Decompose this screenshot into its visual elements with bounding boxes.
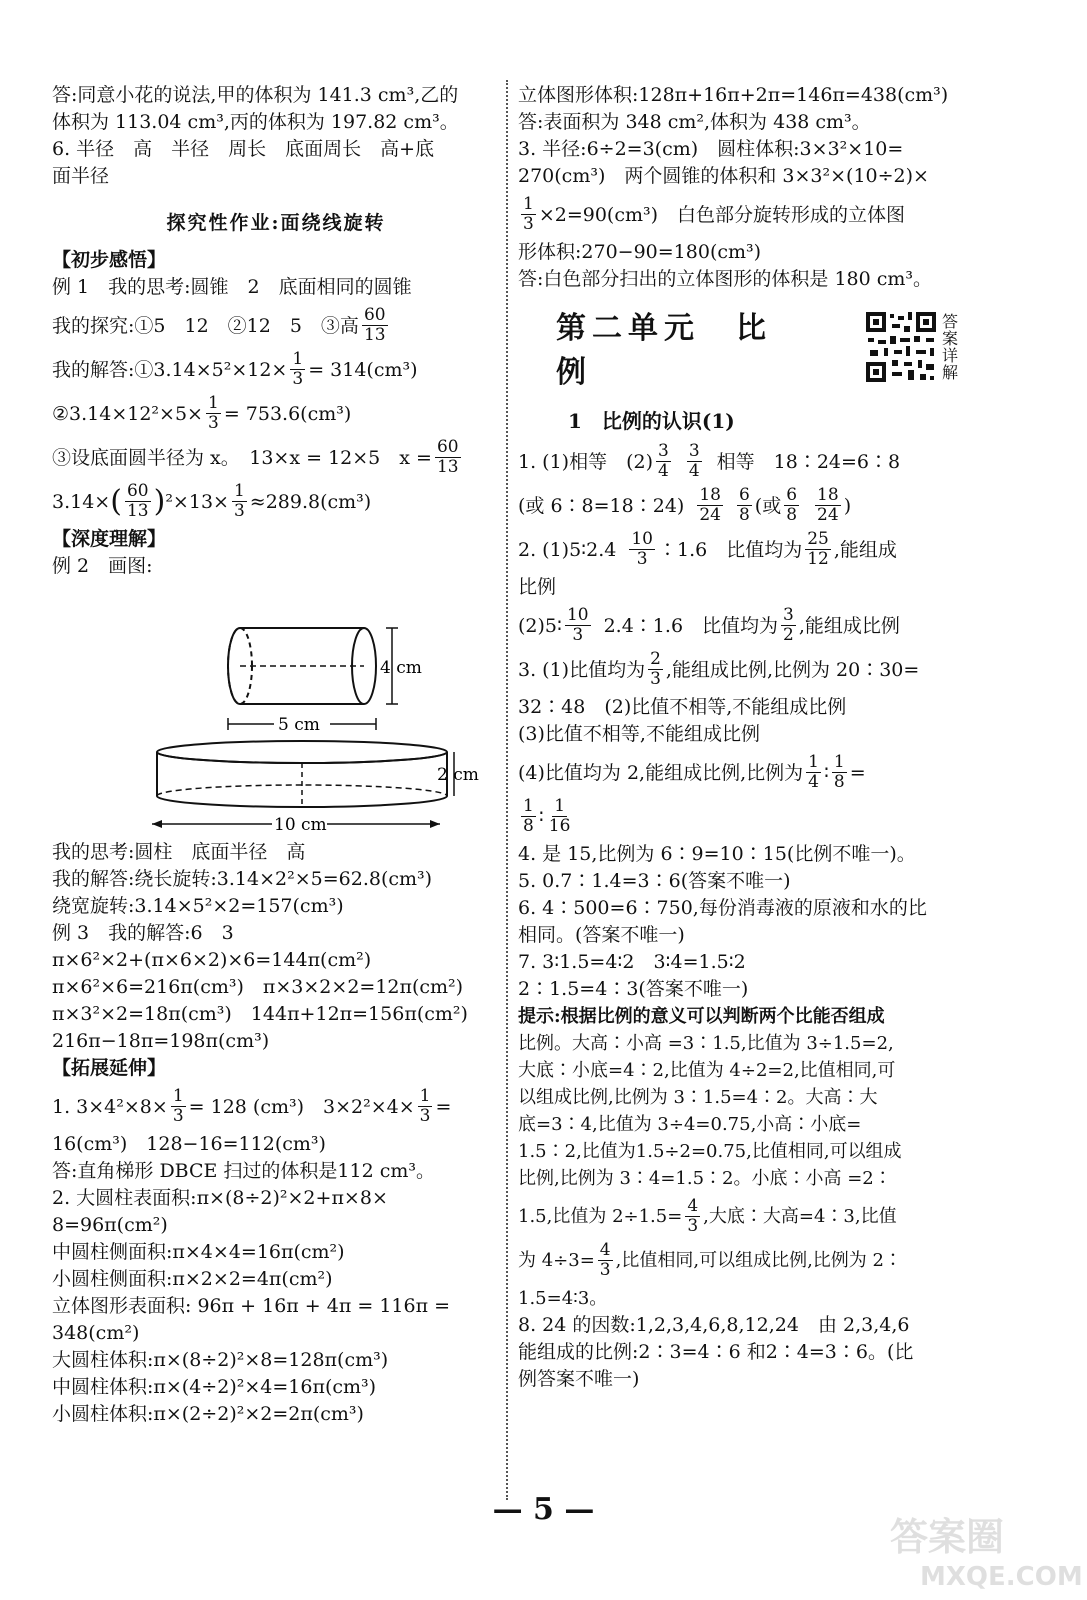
text-line: 体积为 113.04 cm³,丙的体积为 197.82 cm³。 xyxy=(52,111,459,133)
numerator: 18 xyxy=(699,485,721,505)
fraction xyxy=(521,797,536,836)
text-line: 4. 是 15,比例为 6∶9=10∶15(比例不唯一)。 xyxy=(518,843,916,865)
hint-line: 底=3∶4,比值为 3÷4=0.75,小高∶小底= xyxy=(518,1114,862,1135)
text-line xyxy=(518,442,958,481)
text-line: 大圆柱体积:π×(8÷2)²×8=128π(cm³) xyxy=(52,1349,389,1371)
text: (或 xyxy=(754,494,782,517)
denominator: 3 xyxy=(687,1216,699,1236)
numerator: 2 xyxy=(650,649,661,669)
section-heading: 【深度理解】 xyxy=(52,528,167,550)
text: = xyxy=(849,761,866,784)
denominator: 16 xyxy=(548,816,571,836)
text-line: 2∶1.5=4∶3(答案不唯一) xyxy=(518,978,749,1000)
text: = xyxy=(435,1095,452,1118)
section-title: 探究性作业:面绕线旋转 xyxy=(166,212,386,234)
text-line: 7. 3∶1.5=4∶2 3∶4=1.5∶2 xyxy=(518,951,746,973)
numerator: 10 xyxy=(631,529,653,549)
watermark xyxy=(880,1505,1083,1595)
text-line: 答:表面积为 348 cm²,体积为 438 cm³。 xyxy=(518,111,871,133)
denominator: 8 xyxy=(738,505,750,525)
numerator: 1 xyxy=(292,349,304,369)
text: ,比值相同,可以组成比例,比例为 2∶ xyxy=(615,1249,902,1271)
text-line: 中圆柱体积:π×(4÷2)²×4=16π(cm³) xyxy=(52,1376,377,1398)
denominator: 8 xyxy=(523,816,534,836)
denominator: 3 xyxy=(172,1106,184,1126)
fraction xyxy=(547,797,573,836)
text: ,大底∶大高=4∶3,比值 xyxy=(703,1205,897,1227)
fraction xyxy=(125,482,151,521)
section-heading: 【拓展延伸】 xyxy=(52,1057,167,1079)
text-line: 我的解答:绕长旋转:3.14×2²×5=62.8(cm³) xyxy=(52,868,433,890)
text-line: 8. 24 的因数:1,2,3,4,6,8,12,24 由 2,3,4,6 xyxy=(518,1314,910,1336)
text: ③设底面圆半径为 x。 13×x = 12×5 x = xyxy=(52,446,432,469)
text-line xyxy=(52,394,500,433)
right-column xyxy=(518,82,958,1393)
numerator: 1 xyxy=(833,752,845,772)
hint-line xyxy=(518,1241,958,1280)
text-line: 我的思考:圆柱 底面半径 高 xyxy=(52,841,306,863)
text-line: 2. 大圆柱表面积:π×(8÷2)²×2+π×8× xyxy=(52,1187,388,1209)
text-line xyxy=(518,650,958,689)
denominator: 13 xyxy=(436,457,459,477)
denominator: 4 xyxy=(658,461,669,481)
denominator: 3 xyxy=(207,413,219,433)
text-line: 小圆柱体积:π×(2÷2)²×2=2π(cm³) xyxy=(52,1403,364,1425)
qr-label-char: 答 xyxy=(941,312,958,331)
denominator: 4 xyxy=(688,461,700,481)
height-label: 2 cm xyxy=(437,765,479,785)
cylinder-figures xyxy=(102,584,479,835)
denominator: 3 xyxy=(233,501,245,521)
text: (或 6∶8=18∶24) xyxy=(518,494,685,517)
denominator: 3 xyxy=(292,369,304,389)
denominator: 8 xyxy=(833,772,845,792)
cylinder-1 xyxy=(228,628,422,735)
numerator: 1 xyxy=(207,393,219,413)
fraction xyxy=(737,486,752,525)
left-column xyxy=(52,82,500,1428)
hint-line: 1.5∶2,比值为1.5÷2=0.75,比值相同,可以组成 xyxy=(518,1141,902,1162)
text-line: 348(cm²) xyxy=(52,1322,140,1344)
text: (4)比值均为 2,能组成比例,比例为 xyxy=(518,761,804,784)
numerator: 60 xyxy=(363,305,386,325)
cylinder-2 xyxy=(152,741,479,835)
text: ,能组成 xyxy=(833,538,897,561)
denominator: 3 xyxy=(636,549,648,569)
numerator: 18 xyxy=(817,485,839,505)
hint-line: 比例。大高∶小高 =3∶1.5,比值为 3÷1.5=2, xyxy=(518,1033,894,1054)
numerator: 1 xyxy=(523,194,534,214)
fraction xyxy=(656,442,671,481)
denominator: 3 xyxy=(419,1106,431,1126)
text: ②3.14×12²×5× xyxy=(52,402,203,425)
text: 我的解答:①3.14×5²×12× xyxy=(52,358,288,381)
fraction xyxy=(806,753,821,792)
hint-line: 比例,比例为 3∶4=1.5∶2。小底∶小高 =2∶ xyxy=(518,1168,892,1189)
text-line: π×6²×6=216π(cm³) π×3×2×2=12π(cm²) xyxy=(52,976,464,998)
text-line: 270(cm³) 两个圆锥的体积和 3×3²×(10÷2)× xyxy=(518,165,929,187)
text-line xyxy=(52,482,500,521)
fraction xyxy=(629,530,655,569)
text-line: 例 2 画图: xyxy=(52,555,153,577)
text-line: 形体积:270−90=180(cm³) xyxy=(518,241,762,263)
text: 为 4÷3= xyxy=(518,1249,595,1271)
numerator: 1 xyxy=(523,796,534,816)
qr-label-char: 详 xyxy=(941,346,958,365)
text: ,能组成比例 xyxy=(798,614,900,637)
numerator: 1 xyxy=(419,1086,431,1106)
text-line: 中圆柱侧面积:π×4×4=16π(cm²) xyxy=(52,1241,345,1263)
qr-label-char: 解 xyxy=(941,363,958,382)
denominator: 24 xyxy=(699,505,721,525)
text: ∶ xyxy=(823,761,829,784)
text: ²×13× xyxy=(165,490,229,513)
text: = 128 (cm³) 3×2²×4× xyxy=(188,1095,415,1118)
text-line: 答:白色部分扫出的立体图形的体积是 180 cm³。 xyxy=(518,268,933,290)
hint-line: 以组成比例,比例为 3∶1.5=4∶2。大高∶大 xyxy=(518,1087,878,1108)
text-line: 答:直角梯形 DBCE 扫过的体积是112 cm³。 xyxy=(52,1160,436,1182)
fraction xyxy=(565,606,591,645)
hint-line: 1.5=4∶3。 xyxy=(518,1288,608,1309)
text-line: 16(cm³) 128−16=112(cm³) xyxy=(52,1133,326,1155)
denominator: 3 xyxy=(572,625,584,645)
text: 1. (1)相等 (2) xyxy=(518,450,653,473)
text-line xyxy=(518,753,958,792)
numerator: 3 xyxy=(658,441,669,461)
denominator: 13 xyxy=(363,325,386,345)
fraction xyxy=(290,350,305,389)
numerator: 60 xyxy=(126,481,149,501)
fraction xyxy=(805,530,831,569)
text: 1. 3×4²×8× xyxy=(52,1095,168,1118)
right-paren: ) xyxy=(153,483,166,519)
text-line: 216π−18π=198π(cm³) xyxy=(52,1030,270,1052)
left-paren: ( xyxy=(110,483,122,519)
fraction xyxy=(685,1197,700,1236)
text-line: π×6²×2+(π×6×2)×6=144π(cm²) xyxy=(52,949,372,971)
text: ≈289.8(cm³) xyxy=(249,490,372,513)
hint-line: 大底∶小底=4∶2,比值为 4÷2=2,比值相同,可 xyxy=(518,1060,896,1081)
text-line: 能组成的比例:2∶3=4∶6 和2∶4=3∶6。(比 xyxy=(518,1341,914,1363)
text-line: 面半径 xyxy=(52,165,110,187)
numerator: 3 xyxy=(783,605,794,625)
text-line: 立体图形体积:128π+16π+2π=146π=438(cm³) xyxy=(518,84,949,106)
numerator: 6 xyxy=(738,485,750,505)
numerator: 1 xyxy=(233,481,245,501)
text-line xyxy=(518,486,958,525)
unit-header xyxy=(518,303,958,391)
page-number: — 5 — xyxy=(492,1492,595,1527)
watermark-text: MXQE.COM xyxy=(920,1562,1083,1592)
text-line: 6. 半径 高 半径 周长 底面周长 高+底 xyxy=(52,138,435,160)
fraction xyxy=(781,606,796,645)
fraction xyxy=(435,438,461,477)
text-line: 立体图形表面积: 96π + 16π + 4π = 116π = xyxy=(52,1295,451,1317)
unit-title: 第二单元 比 例 xyxy=(556,311,808,390)
numerator: 60 xyxy=(436,437,459,457)
text-line xyxy=(52,350,500,389)
qr-label-char: 案 xyxy=(941,329,958,348)
text: 2. (1)5∶2.4 xyxy=(518,538,617,561)
fraction xyxy=(232,482,247,521)
denominator: 12 xyxy=(807,549,829,569)
fraction xyxy=(171,1087,186,1126)
numerator: 1 xyxy=(808,752,819,772)
text-line xyxy=(518,797,958,836)
denominator: 3 xyxy=(650,669,661,689)
text: ∶ xyxy=(538,805,544,828)
fraction xyxy=(598,1241,613,1280)
text-line: π×3²×2=18π(cm³) 144π+12π=156π(cm²) xyxy=(52,1003,468,1025)
width-label: 5 cm xyxy=(278,715,320,735)
fraction xyxy=(362,306,388,345)
text-line: 6. 4∶500=6∶750,每份消毒液的原液和水的比 xyxy=(518,897,927,919)
numerator: 6 xyxy=(786,485,798,505)
numerator: 1 xyxy=(554,796,566,816)
text: ∶1.6 比值均为 xyxy=(657,538,803,561)
fraction xyxy=(206,394,221,433)
fraction xyxy=(832,753,847,792)
numerator: 10 xyxy=(566,605,589,625)
denominator: 24 xyxy=(817,505,839,525)
fraction xyxy=(687,442,702,481)
fraction xyxy=(521,195,536,234)
fraction xyxy=(648,650,663,689)
text: 相等 18∶24=6∶8 xyxy=(716,450,901,473)
text-line xyxy=(52,1087,500,1126)
text-line: 例答案不唯一) xyxy=(518,1368,640,1390)
text: = 314(cm³) xyxy=(308,358,418,381)
hint-line xyxy=(518,1197,958,1236)
text-line: 8=96π(cm²) xyxy=(52,1214,168,1236)
text-line: 32∶48 (2)比值不相等,不能组成比例 xyxy=(518,696,847,718)
numerator: 4 xyxy=(687,1196,699,1216)
denominator: 13 xyxy=(126,501,149,521)
text: = 753.6(cm³) xyxy=(223,402,352,425)
text: 1.5,比值为 2÷1.5= xyxy=(518,1205,683,1227)
text-line xyxy=(518,606,958,645)
numerator: 4 xyxy=(599,1240,611,1260)
text-line: 绕宽旋转:3.14×5²×2=157(cm³) xyxy=(52,895,344,917)
text: ×2=90(cm³) 白色部分旋转形成的立体图 xyxy=(538,203,906,226)
width-label: 10 cm xyxy=(274,815,327,835)
text-line: 比例 xyxy=(518,576,557,598)
qr-label xyxy=(942,313,958,381)
text-line: 答:同意小花的说法,甲的体积为 141.3 cm³,乙的 xyxy=(52,84,459,106)
text-line xyxy=(52,306,500,345)
text: 3. (1)比值均为 xyxy=(518,658,646,681)
fraction xyxy=(418,1087,433,1126)
text: ,能组成比例,比例为 20∶30= xyxy=(665,658,920,681)
text-line xyxy=(518,195,958,234)
denominator: 3 xyxy=(523,214,534,234)
height-label: 4 cm xyxy=(380,658,422,678)
text: 2.4∶1.6 比值均为 xyxy=(603,614,779,637)
fraction xyxy=(697,486,723,525)
text-line: 5. 0.7∶1.4=3∶6(答案不唯一) xyxy=(518,870,791,892)
watermark-logo-icon xyxy=(880,1505,1083,1595)
text-line xyxy=(518,530,958,569)
fraction xyxy=(784,486,799,525)
fraction xyxy=(815,486,841,525)
text-line: 例 3 我的解答:6 3 xyxy=(52,922,234,944)
text: ) xyxy=(843,494,852,517)
qr-code-icon[interactable] xyxy=(864,310,938,384)
text-line: 例 1 我的思考:圆锥 2 底面相同的圆锥 xyxy=(52,276,412,298)
denominator: 4 xyxy=(808,772,819,792)
numerator: 25 xyxy=(807,529,829,549)
numerator: 1 xyxy=(172,1086,184,1106)
column-divider xyxy=(506,80,508,1500)
text-line xyxy=(52,438,500,477)
text-line: 相同。(答案不唯一) xyxy=(518,924,685,946)
watermark-text: 答案圈 xyxy=(890,1515,1005,1559)
lesson-title: 1 比例的认识(1) xyxy=(568,409,735,433)
hint-line: 提示:根据比例的意义可以判断两个比能否组成 xyxy=(518,1006,885,1027)
text: (2)5∶ xyxy=(518,614,562,637)
denominator: 3 xyxy=(599,1260,611,1280)
text-line: 3. 半径:6÷2=3(cm) 圆柱体积:3×3²×10= xyxy=(518,138,904,160)
denominator: 2 xyxy=(783,625,794,645)
text-line: 小圆柱侧面积:π×2×2=4π(cm²) xyxy=(52,1268,333,1290)
text-line: (3)比值不相等,不能组成比例 xyxy=(518,723,760,745)
numerator: 3 xyxy=(688,441,700,461)
denominator: 8 xyxy=(786,505,798,525)
text: 3.14× xyxy=(52,490,111,513)
text: 我的探究:①5 12 ②12 5 ③高 xyxy=(52,314,359,337)
section-heading: 【初步感悟】 xyxy=(52,249,167,271)
